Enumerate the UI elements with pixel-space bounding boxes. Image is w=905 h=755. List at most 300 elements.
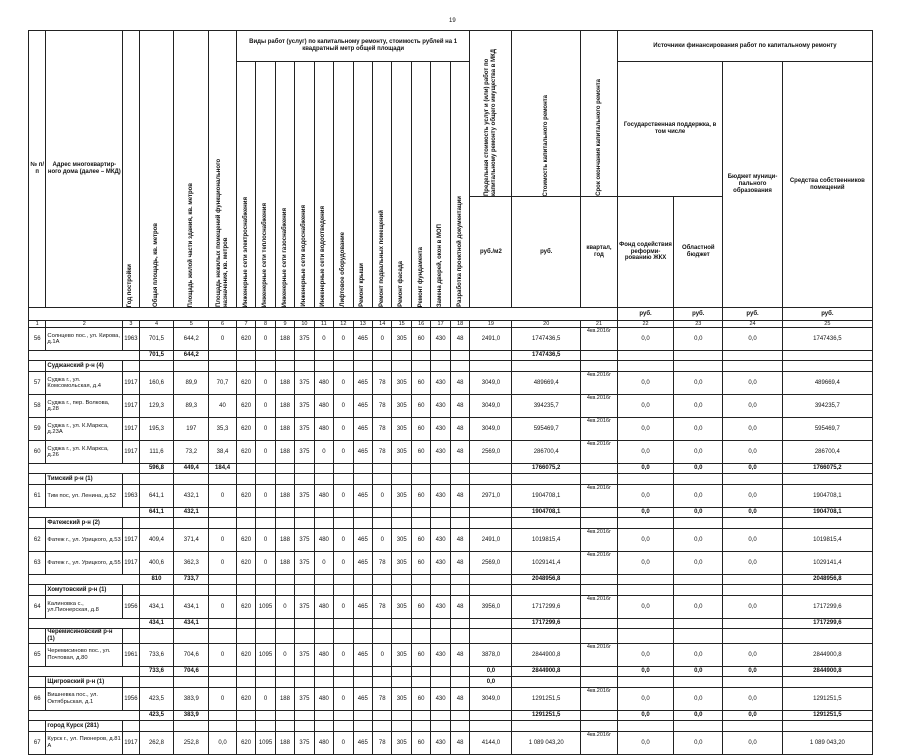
row-fund: 0,0 <box>617 688 673 711</box>
row-deadline: 4кв.2016г <box>581 552 618 575</box>
row-work-cost: 60 <box>411 395 430 418</box>
subtotal-empty <box>450 619 470 629</box>
region-empty <box>334 629 353 644</box>
column-number: 3 <box>123 321 139 328</box>
row-work-cost: 78 <box>373 596 392 619</box>
row-municipal: 0,0 <box>723 372 782 395</box>
row-work-cost: 620 <box>236 395 255 418</box>
region-empty <box>139 361 174 372</box>
subtotal-owners: 2844900,8 <box>782 667 872 677</box>
row-area-total: 111,6 <box>139 441 174 464</box>
subtotal-total-cost: 2048956,8 <box>512 575 581 585</box>
row-work-cost: 430 <box>431 441 450 464</box>
subtotal-empty <box>450 508 470 518</box>
row-work-cost: 60 <box>411 418 430 441</box>
region-title: Тимский р-н (1) <box>46 474 123 485</box>
subtotal-regional: 0,0 <box>674 508 723 518</box>
subtotal-regional: 0,0 <box>674 711 723 721</box>
row-work-cost: 305 <box>392 418 411 441</box>
row-work-cost: 60 <box>411 688 430 711</box>
region-empty <box>373 361 392 372</box>
row-area-nonresidential: 70,7 <box>209 372 237 395</box>
row-address: Суджа г., ул. К.Маркса, д.23А <box>46 418 123 441</box>
region-empty <box>123 474 139 485</box>
subtotal-empty <box>256 667 275 677</box>
region-empty <box>512 474 581 485</box>
row-work-cost: 465 <box>353 395 372 418</box>
column-number: 6 <box>209 321 237 328</box>
row-fund: 0,0 <box>617 328 673 351</box>
region-empty <box>581 361 618 372</box>
row-work-cost: 48 <box>450 688 470 711</box>
row-address: Солнцево пос., ул. Кирова, д.1А <box>46 328 123 351</box>
row-area-living: 383,9 <box>174 688 209 711</box>
row-work-cost: 0 <box>256 418 275 441</box>
region-empty <box>782 518 872 529</box>
subtotal-empty <box>236 619 255 629</box>
row-area-living: 252,8 <box>174 732 209 755</box>
region-empty <box>295 629 314 644</box>
region-empty <box>723 585 782 596</box>
col-header-no: № п/п <box>29 31 46 308</box>
region-empty <box>236 474 255 485</box>
row-work-cost: 0 <box>256 395 275 418</box>
row-work-cost: 1095 <box>256 732 275 755</box>
row-work-cost: 188 <box>275 688 294 711</box>
row-work-cost: 0 <box>373 485 392 508</box>
row-work-cost: 0 <box>373 644 392 667</box>
row-deadline: 4кв.2016г <box>581 418 618 441</box>
region-empty <box>275 721 294 732</box>
region-empty <box>334 677 353 688</box>
row-area-nonresidential: 0 <box>209 328 237 351</box>
subtotal-spacer <box>29 508 140 518</box>
region-title: Хомутовский р-н (1) <box>46 585 123 596</box>
subtotal-empty <box>431 667 450 677</box>
row-work-cost: 465 <box>353 732 372 755</box>
region-empty <box>334 585 353 596</box>
row-work-cost: 188 <box>275 418 294 441</box>
region-empty <box>139 721 174 732</box>
row-work-cost: 0 <box>334 688 353 711</box>
region-empty <box>314 585 333 596</box>
subtotal-empty <box>314 711 333 721</box>
region-empty <box>617 361 673 372</box>
region-empty <box>295 721 314 732</box>
row-total-cost: 394235,7 <box>512 395 581 418</box>
row-area-total: 641,1 <box>139 485 174 508</box>
region-empty <box>174 585 209 596</box>
row-work-cost: 430 <box>431 596 450 619</box>
row-work-cost: 620 <box>236 732 255 755</box>
subtotal-empty <box>392 575 411 585</box>
subtotal-empty <box>295 619 314 629</box>
row-total-cost: 1029141,4 <box>512 552 581 575</box>
row-regional: 0,0 <box>674 441 723 464</box>
region-empty <box>353 585 372 596</box>
region-empty <box>314 629 333 644</box>
row-work-cost: 375 <box>295 485 314 508</box>
subtotal-area-total: 701,5 <box>139 351 174 361</box>
subtotal-row <box>29 464 873 474</box>
region-empty <box>123 361 139 372</box>
row-work-cost: 60 <box>411 441 430 464</box>
subtotal-empty <box>411 351 430 361</box>
col-header-owners: Средства собственников помещений <box>782 62 872 308</box>
region-empty <box>373 585 392 596</box>
region-empty <box>782 677 872 688</box>
row-year: 1963 <box>123 328 139 351</box>
col-header-total-cost: Стоимость капитального ремонта <box>512 31 581 197</box>
region-empty <box>256 474 275 485</box>
subtotal-empty <box>392 464 411 474</box>
region-spacer <box>29 585 46 596</box>
row-work-cost: 0 <box>314 552 333 575</box>
row-address: Курск г., ул. Пионеров, д.81 А <box>46 732 123 755</box>
subtotal-spacer <box>29 351 140 361</box>
row-work-cost: 1095 <box>256 644 275 667</box>
region-empty <box>139 677 174 688</box>
region-empty <box>139 629 174 644</box>
row-municipal: 0,0 <box>723 596 782 619</box>
row-work-cost: 305 <box>392 441 411 464</box>
table-row <box>29 485 873 508</box>
subtotal-row <box>29 619 873 629</box>
region-empty <box>275 585 294 596</box>
region-empty <box>411 721 430 732</box>
row-work-cost: 375 <box>295 418 314 441</box>
row-max-cost: 3049,0 <box>470 418 512 441</box>
region-max-cost <box>470 721 512 732</box>
subtotal-max-cost: 0,0 <box>470 667 512 677</box>
region-empty <box>411 361 430 372</box>
row-regional: 0,0 <box>674 328 723 351</box>
row-work-cost: 620 <box>236 552 255 575</box>
subtotal-empty <box>334 351 353 361</box>
subtotal-empty <box>392 619 411 629</box>
region-max-cost <box>470 629 512 644</box>
region-empty <box>723 677 782 688</box>
subtotal-empty <box>373 667 392 677</box>
region-empty <box>723 721 782 732</box>
row-regional: 0,0 <box>674 372 723 395</box>
row-regional: 0,0 <box>674 596 723 619</box>
row-area-total: 400,6 <box>139 552 174 575</box>
row-max-cost: 2971,0 <box>470 485 512 508</box>
subtotal-area-total: 596,8 <box>139 464 174 474</box>
row-work-cost: 375 <box>295 732 314 755</box>
subtotal-empty <box>581 575 618 585</box>
region-empty <box>723 474 782 485</box>
region-empty <box>392 518 411 529</box>
region-empty <box>450 629 470 644</box>
col-header-works-group: Виды работ (услуг) по капитальному ремонту, стоимость рублей на 1 квадратный метр общей площади <box>236 31 470 62</box>
col-header-work-8: Ремонт подвальных помещений <box>373 62 392 308</box>
subtotal-empty <box>581 508 618 518</box>
row-area-nonresidential: 0,0 <box>209 732 237 755</box>
unit-fund: руб. <box>617 308 673 321</box>
col-header-work-2: Инженерные сети теплоснабжения <box>256 62 275 308</box>
row-work-cost: 620 <box>236 418 255 441</box>
region-empty <box>450 677 470 688</box>
subtotal-fund <box>617 575 673 585</box>
subtotal-empty <box>314 464 333 474</box>
row-work-cost: 188 <box>275 485 294 508</box>
row-municipal: 0,0 <box>723 418 782 441</box>
subtotal-empty <box>334 619 353 629</box>
row-work-cost: 48 <box>450 441 470 464</box>
region-title: Черемисиновский р-н (1) <box>46 629 123 644</box>
row-address: Тим пос, ул. Ленина, д.52 <box>46 485 123 508</box>
region-empty <box>392 585 411 596</box>
region-empty <box>334 721 353 732</box>
row-work-cost: 480 <box>314 418 333 441</box>
row-work-cost: 375 <box>295 328 314 351</box>
column-number: 11 <box>314 321 333 328</box>
row-total-cost: 1 089 043,20 <box>512 732 581 755</box>
subtotal-area-living: 644,2 <box>174 351 209 361</box>
subtotal-empty <box>295 508 314 518</box>
table-row <box>29 688 873 711</box>
region-empty <box>392 721 411 732</box>
column-number: 24 <box>723 321 782 328</box>
row-work-cost: 465 <box>353 418 372 441</box>
subtotal-municipal <box>723 619 782 629</box>
row-area-total: 423,5 <box>139 688 174 711</box>
subtotal-empty <box>392 711 411 721</box>
region-empty <box>174 518 209 529</box>
row-address: Суджа г., пер. Волкова, д.28 <box>46 395 123 418</box>
col-header-area-living: Площадь жилой части здания, кв. метров <box>174 31 209 308</box>
page-number: 19 <box>449 18 456 24</box>
row-work-cost: 0 <box>373 529 392 552</box>
subtotal-empty <box>256 464 275 474</box>
subtotal-area-total: 641,1 <box>139 508 174 518</box>
subtotal-spacer <box>29 619 140 629</box>
region-empty <box>373 518 392 529</box>
subtotal-empty <box>236 575 255 585</box>
row-area-nonresidential: 0 <box>209 644 237 667</box>
column-numbers-row <box>29 321 873 328</box>
row-work-cost: 305 <box>392 688 411 711</box>
row-work-cost: 60 <box>411 529 430 552</box>
row-municipal: 0,0 <box>723 732 782 755</box>
region-empty <box>617 585 673 596</box>
subtotal-area-nonresidential: 184,4 <box>209 464 237 474</box>
row-area-living: 197 <box>174 418 209 441</box>
row-total-cost: 1747436,5 <box>512 328 581 351</box>
row-work-cost: 620 <box>236 372 255 395</box>
row-owners: 1291251,5 <box>782 688 872 711</box>
region-empty <box>674 474 723 485</box>
row-work-cost: 78 <box>373 395 392 418</box>
row-work-cost: 0 <box>256 328 275 351</box>
row-work-cost: 480 <box>314 529 333 552</box>
subtotal-empty <box>275 351 294 361</box>
row-owners: 595469,7 <box>782 418 872 441</box>
region-empty <box>275 518 294 529</box>
row-owners: 1019815,4 <box>782 529 872 552</box>
subtotal-fund <box>617 619 673 629</box>
row-work-cost: 188 <box>275 732 294 755</box>
region-empty <box>334 518 353 529</box>
region-empty <box>392 361 411 372</box>
row-area-total: 733,6 <box>139 644 174 667</box>
region-title: Щигровский р-н (1) <box>46 677 123 688</box>
row-municipal: 0,0 <box>723 441 782 464</box>
subtotal-empty <box>334 575 353 585</box>
subtotal-empty <box>275 711 294 721</box>
region-empty <box>209 721 237 732</box>
row-work-cost: 78 <box>373 418 392 441</box>
row-area-total: 160,6 <box>139 372 174 395</box>
row-area-living: 704,6 <box>174 644 209 667</box>
row-fund: 0,0 <box>617 644 673 667</box>
region-empty <box>674 677 723 688</box>
subtotal-empty <box>373 619 392 629</box>
row-work-cost: 0 <box>314 441 333 464</box>
row-regional: 0,0 <box>674 644 723 667</box>
region-empty <box>174 677 209 688</box>
row-deadline: 4кв.2016г <box>581 372 618 395</box>
region-empty <box>139 474 174 485</box>
row-work-cost: 305 <box>392 328 411 351</box>
subtotal-empty <box>256 711 275 721</box>
row-number: 58 <box>29 395 46 418</box>
region-empty <box>581 585 618 596</box>
row-work-cost: 60 <box>411 328 430 351</box>
row-work-cost: 60 <box>411 596 430 619</box>
subtotal-municipal <box>723 351 782 361</box>
row-work-cost: 430 <box>431 395 450 418</box>
row-owners: 1029141,4 <box>782 552 872 575</box>
row-work-cost: 465 <box>353 552 372 575</box>
region-empty <box>123 585 139 596</box>
region-empty <box>617 629 673 644</box>
region-empty <box>411 518 430 529</box>
row-number: 63 <box>29 552 46 575</box>
region-empty <box>581 518 618 529</box>
region-empty <box>431 677 450 688</box>
row-total-cost: 595469,7 <box>512 418 581 441</box>
subtotal-empty <box>334 667 353 677</box>
subtotal-empty <box>353 711 372 721</box>
subtotal-empty <box>581 619 618 629</box>
row-work-cost: 0 <box>334 418 353 441</box>
subtotal-empty <box>450 464 470 474</box>
row-max-cost: 3049,0 <box>470 372 512 395</box>
subtotal-empty <box>256 508 275 518</box>
row-deadline: 4кв.2016г <box>581 328 618 351</box>
subtotal-max-cost <box>470 711 512 721</box>
region-empty <box>581 677 618 688</box>
row-number: 61 <box>29 485 46 508</box>
region-empty <box>275 629 294 644</box>
row-deadline: 4кв.2016г <box>581 441 618 464</box>
row-work-cost: 620 <box>236 485 255 508</box>
region-empty <box>450 474 470 485</box>
region-empty <box>209 361 237 372</box>
subtotal-empty <box>450 711 470 721</box>
row-work-cost: 48 <box>450 732 470 755</box>
region-empty <box>512 721 581 732</box>
subtotal-area-total: 810 <box>139 575 174 585</box>
region-empty <box>123 629 139 644</box>
row-work-cost: 48 <box>450 644 470 667</box>
subtotal-empty <box>314 351 333 361</box>
table-header <box>29 31 873 328</box>
subtotal-municipal <box>723 575 782 585</box>
row-max-cost: 2491,0 <box>470 529 512 552</box>
table-row <box>29 395 873 418</box>
row-address: Суджа г., ул. Комсомольская, д.4 <box>46 372 123 395</box>
row-work-cost: 305 <box>392 596 411 619</box>
row-max-cost: 3878,0 <box>470 644 512 667</box>
col-header-work-4: Инженерные сети водоснабжения <box>295 62 314 308</box>
region-empty <box>373 474 392 485</box>
subtotal-empty <box>581 351 618 361</box>
subtotal-empty <box>334 711 353 721</box>
row-work-cost: 78 <box>373 441 392 464</box>
subtotal-empty <box>411 464 430 474</box>
region-empty <box>617 721 673 732</box>
row-work-cost: 430 <box>431 529 450 552</box>
region-empty <box>581 629 618 644</box>
subtotal-total-cost: 1717299,6 <box>512 619 581 629</box>
row-work-cost: 78 <box>373 552 392 575</box>
column-number: 20 <box>512 321 581 328</box>
subtotal-empty <box>373 464 392 474</box>
subtotal-empty <box>353 667 372 677</box>
region-empty <box>256 518 275 529</box>
subtotal-empty <box>411 667 430 677</box>
region-row <box>29 629 873 644</box>
row-work-cost: 430 <box>431 688 450 711</box>
subtotal-municipal: 0,0 <box>723 508 782 518</box>
region-empty <box>373 677 392 688</box>
subtotal-area-nonresidential <box>209 508 237 518</box>
row-work-cost: 375 <box>295 529 314 552</box>
region-empty <box>392 677 411 688</box>
subtotal-empty <box>373 508 392 518</box>
subtotal-empty <box>295 711 314 721</box>
region-empty <box>256 721 275 732</box>
row-work-cost: 465 <box>353 485 372 508</box>
subtotal-empty <box>275 464 294 474</box>
subtotal-empty <box>275 508 294 518</box>
row-work-cost: 60 <box>411 552 430 575</box>
subtotal-empty <box>431 619 450 629</box>
region-empty <box>123 518 139 529</box>
row-regional: 0,0 <box>674 395 723 418</box>
subtotal-empty <box>450 575 470 585</box>
column-number: 22 <box>617 321 673 328</box>
row-fund: 0,0 <box>617 372 673 395</box>
row-work-cost: 48 <box>450 485 470 508</box>
row-number: 65 <box>29 644 46 667</box>
row-work-cost: 0 <box>256 529 275 552</box>
row-area-living: 644,2 <box>174 328 209 351</box>
row-work-cost: 465 <box>353 372 372 395</box>
column-number: 2 <box>46 321 123 328</box>
column-number: 12 <box>334 321 353 328</box>
row-deadline: 4кв.2016г <box>581 395 618 418</box>
region-empty <box>723 361 782 372</box>
col-header-work-6: Лифтовое оборудование <box>334 62 353 308</box>
region-empty <box>295 361 314 372</box>
row-work-cost: 465 <box>353 529 372 552</box>
subtotal-empty <box>353 619 372 629</box>
